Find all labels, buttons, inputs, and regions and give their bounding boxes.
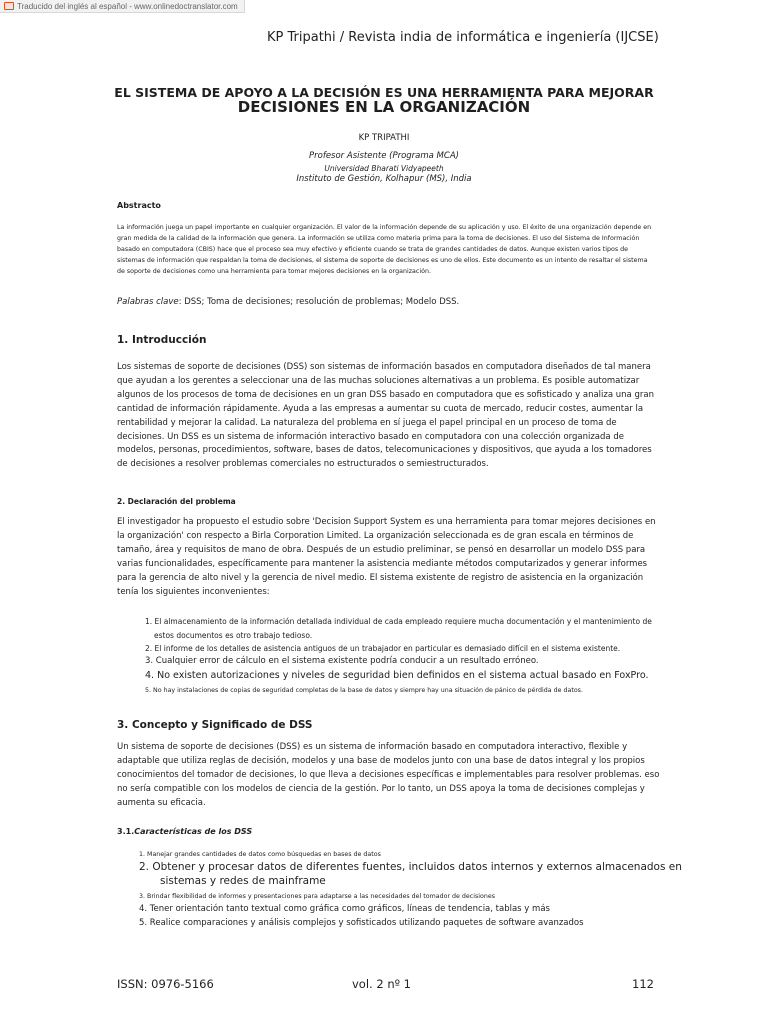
affiliation-university: Universidad Bharati Vidyapeeth xyxy=(324,164,444,173)
section-3-1-heading xyxy=(117,827,252,836)
translator-banner-text: Traducido del inglés al español - www.onlinedoctranslator.com xyxy=(17,1,238,11)
section-2-text: El investigador ha propuesto el estudio sobre 'Decision Support System es una herramienta para tomar mejores decisiones en la organización' con respecto a Birla Corporation Limited. La organización seleccionada es de gran escala en términos de tamaño, área y requisitos de mano de obra. Después de un estudio preliminar, se pensó en desarrollar un modelo DSS para varias funcionalidades, específicamente para mantener la asistencia mediante métodos computarizados y generar informes para la gerencia de alto nivel y la gerencia de nivel medio. El sistema existente de registro de asistencia en la organización tenía los siguientes inconvenientes: xyxy=(117,517,656,597)
running-head: KP Tripathi / Revista india de informática e ingeniería (IJCSE) xyxy=(267,30,659,45)
section-1-text: Los sistemas de soporte de decisiones (DSS) son sistemas de información basados en computadora diseñados de tal manera que ayudan a los gerentes a seleccionar una de las muchas soluciones alternativas a un problema. Es posible automatizar algunos de los procesos de toma de decisiones en un gran DSS basado en computadora que es sofisticado y analiza una gran cantidad de información rápidamente. Ayuda a las empresas a aumentar su cuota de mercado, reducir costes, aumentar la rentabilidad y mejorar la calidad. La naturaleza del problema en sí juega el papel principal en un proceso de toma de decisiones. Un DSS es un sistema de información interactivo basado en computadora con una colección organizada de modelos, personas, procedimientos, software, bases de datos, telecomunicaciones y dispositivos, que ayuda a los tomadores de decisiones a resolver problemas comerciales no estructurados o semiestructurados. xyxy=(117,362,654,470)
abstract-text: La información juega un papel importante en cualquier organización. El valor de la información depende de su aplicación y uso. El éxito de una organización depende en gran medida de la calidad de la información que genera. La información se utiliza como materia prima para la toma de decisiones. El uso del Sistema de Información basado en computadora (CBIS) hace que el proceso sea muy efectivo y eficiente cuando se trata de grandes cantidades de datos. Aunque existen varios tipos de sistemas de información que respaldan la toma de decisiones, el sistema de soporte de decisiones es uno de ellos. Este documento es un intento de resaltar el sistema de soporte de decisiones como una herramienta para tomar mejores decisiones en la organización. xyxy=(117,224,652,275)
affiliation-position: Profesor Asistente (Programa MCA) xyxy=(309,151,459,161)
section-1-heading: 1. Introducción xyxy=(117,334,207,346)
affiliation-institute: Instituto de Gestión, Kolhapur (MS), India xyxy=(296,174,472,184)
footer-issn: ISSN: 0976-5166 xyxy=(117,977,214,991)
abstract-heading: Abstracto xyxy=(117,201,161,210)
section-3-heading: 3. Concepto y Significado de DSS xyxy=(117,719,313,731)
characteristic-item-2: 2. Obtener y procesar datos de diferentes fuentes, incluidos datos internos y externos almacenados en xyxy=(139,861,682,873)
problem-item-1 xyxy=(145,615,660,642)
paper-title-line2: DECISIONES EN LA ORGANIZACIÓN xyxy=(237,98,531,116)
problem-item-3: 3. Cualquier error de cálculo en el sistema existente podría conducir a un resultado erróneo. xyxy=(145,656,539,666)
translator-banner[interactable] xyxy=(0,0,245,13)
section-3-text: Un sistema de soporte de decisiones (DSS) es un sistema de información basado en computadora interactivo, flexible y adaptable que utiliza reglas de decisión, modelos y una base de modelos junto con una base de datos integral y los propios conocimientos del tomador de decisiones, lo que lleva a decisiones específicas e implementables para resolver problemas. eso no sería compatible con los modelos de ciencia de la gestión. Por lo tanto, un DSS apoya la toma de decisiones complejas y aumenta su eficacia. xyxy=(117,742,660,808)
section-3-1-number: 3.1. xyxy=(117,827,135,836)
characteristic-item-1: 1. Manejar grandes cantidades de datos como búsquedas en bases de datos xyxy=(139,851,381,858)
problem-item-2: 2. El informe de los detalles de asistencia antiguos de un trabajador en particular es demasiado difícil en el sistema existente. xyxy=(145,644,621,653)
footer-volume: vol. 2 nº 1 xyxy=(352,977,411,991)
keywords-text: : DSS; Toma de decisiones; resolución de problemas; Modelo DSS. xyxy=(178,297,460,307)
problem-item-5: 5. No hay instalaciones de copias de seguridad completas de la base de datos y siempre hay una situación de pánico de pérdida de datos. xyxy=(145,687,583,694)
characteristic-item-5: 5. Realice comparaciones y análisis complejos y sofisticados utilizando paquetes de software avanzados xyxy=(139,918,584,928)
section-2-heading: 2. Declaración del problema xyxy=(117,497,236,506)
author-name: KP TRIPATHI xyxy=(358,133,410,143)
characteristic-item-2-continued: sistemas y redes de mainframe xyxy=(160,875,326,887)
keywords xyxy=(117,297,459,307)
footer-page-number: 112 xyxy=(632,977,654,991)
characteristic-item-4: 4. Tener orientación tanto textual como gráfica como gráficos, líneas de tendencia, tablas y más xyxy=(139,904,550,914)
problem-item-1-text: 1. El almacenamiento de la información detallada individual de cada empleado requiere mucha documentación y el mantenimiento de estos documentos es otro trabajo tedioso. xyxy=(145,617,652,640)
section-3-1-title: Características de los DSS xyxy=(134,827,253,836)
problem-item-4: 4. No existen autorizaciones y niveles de seguridad bien definidos en el sistema actual basado en FoxPro. xyxy=(145,670,649,681)
characteristic-item-3: 3. Brindar flexibilidad de informes y presentaciones para adaptarse a las necesidades del tomador de decisiones xyxy=(139,893,496,900)
document-icon xyxy=(4,2,14,10)
paper-title-line1: EL SISTEMA DE APOYO A LA DECISIÓN ES UNA HERRAMIENTA PARA MEJORAR xyxy=(114,85,654,100)
keywords-label: Palabras clave xyxy=(117,297,179,307)
